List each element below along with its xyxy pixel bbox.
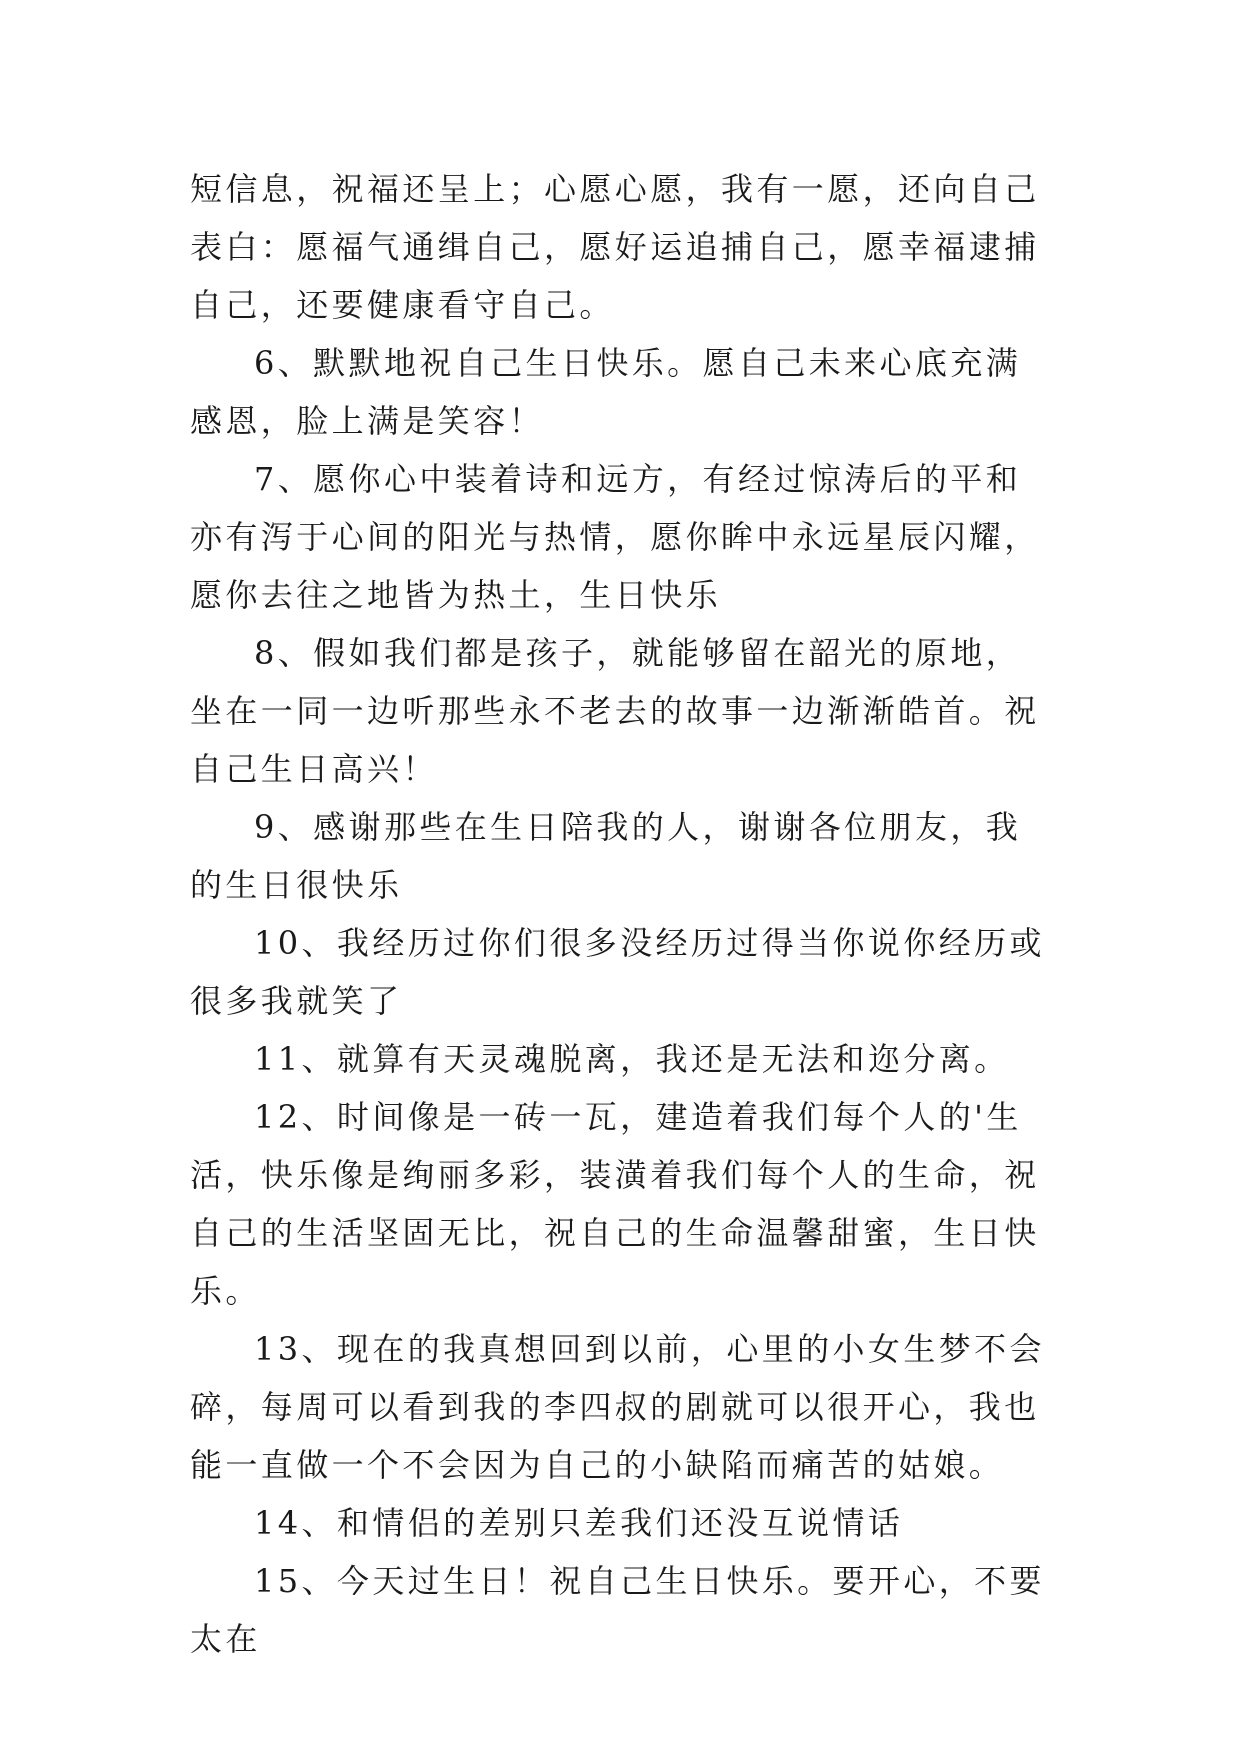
paragraph-8: 8、假如我们都是孩子，就能够留在韶光的原地，坐在一同一边听那些永不老去的故事一边渐渐皓首。祝自己生日高兴！ <box>190 634 1040 788</box>
paragraph-11: 11、就算有天灵魂脱离，我还是无法和迩分离。 <box>254 1040 1010 1078</box>
paragraph-12: 12、时间像是一砖一瓦，建造着我们每个人的'生活，快乐像是绚丽多彩，装潢着我们每个人的生命，祝自己的生活坚固无比，祝自己的生命温馨甜蜜，生日快乐。 <box>190 1098 1040 1310</box>
paragraph-6: 6、默默地祝自己生日快乐。愿自己未来心底充满感恩，脸上满是笑容！ <box>190 344 1022 440</box>
paragraph-13: 13、现在的我真想回到以前，心里的小女生梦不会碎，每周可以看到我的李四叔的剧就可以很开心，我也能一直做一个不会因为自己的小缺陷而痛苦的姑娘。 <box>190 1330 1045 1484</box>
paragraph-14: 14、和情侣的差别只差我们还没互说情话 <box>254 1504 904 1542</box>
paragraph-15: 15、今天过生日！祝自己生日快乐。要开心，不要太在 <box>190 1562 1045 1658</box>
paragraph-9: 9、感谢那些在生日陪我的人，谢谢各位朋友，我的生日很快乐 <box>190 808 1022 904</box>
paragraph-7: 7、愿你心中装着诗和远方，有经过惊涛后的平和亦有泻于心间的阳光与热情，愿你眸中永远星辰闪耀，愿你去往之地皆为热土，生日快乐 <box>190 460 1040 614</box>
document-body <box>190 160 1050 1668</box>
paragraph-intro: 短信息，祝福还呈上；心愿心愿，我有一愿，还向自己表白：愿福气通缉自己，愿好运追捕自己，愿幸福逮捕自己，还要健康看守自己。 <box>190 170 1040 324</box>
paragraph-10: 10、我经历过你们很多没经历过得当你说你经历或很多我就笑了 <box>190 924 1045 1020</box>
